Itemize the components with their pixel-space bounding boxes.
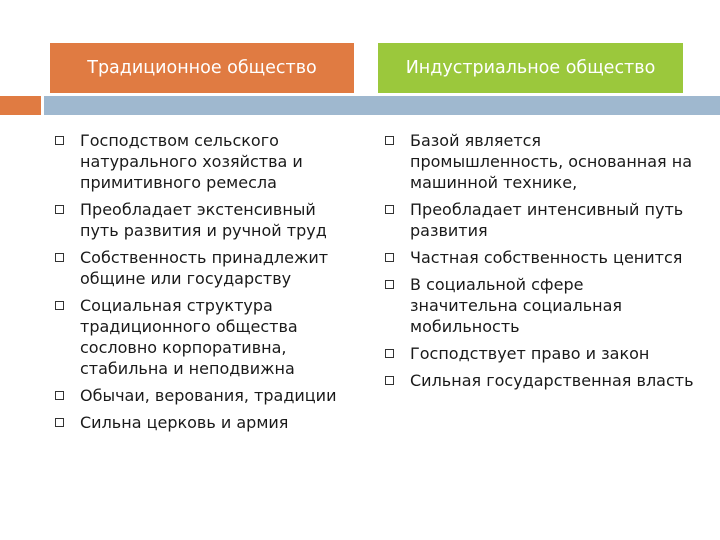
traditional-society-title: Традиционное общество <box>87 58 317 78</box>
list-item-text: Частная собственность ценится <box>410 248 683 267</box>
traditional-society-list <box>55 130 355 439</box>
traditional-society-header <box>50 43 354 93</box>
industrial-society-title: Индустриальное общество <box>405 58 656 78</box>
list-item <box>55 247 355 289</box>
checkbox-bullet-icon <box>55 391 64 400</box>
checkbox-bullet-icon <box>55 301 64 310</box>
list-item-text: В социальной сфере значительна социальная мобильность <box>410 275 623 336</box>
checkbox-bullet-icon <box>385 376 394 385</box>
list-item <box>55 199 355 241</box>
list-item <box>55 412 355 433</box>
list-item-text: Сильная государственная власть <box>410 371 694 390</box>
checkbox-bullet-icon <box>385 349 394 358</box>
list-item <box>55 130 355 193</box>
checkbox-bullet-icon <box>385 205 394 214</box>
list-item-text: Господствует право и закон <box>410 344 650 363</box>
checkbox-bullet-icon <box>55 205 64 214</box>
list-item-text: Преобладает экстенсивный путь развития и ручной труд <box>80 200 327 240</box>
checkbox-bullet-icon <box>55 418 64 427</box>
checkbox-bullet-icon <box>55 136 64 145</box>
divider-bar <box>0 96 720 115</box>
list-item <box>385 343 695 364</box>
list-item-text: Преобладает интенсивный путь развития <box>410 200 684 240</box>
list-item-text: Сильна церковь и армия <box>80 413 289 432</box>
list-item-text: Базой является промышленность, основанная на машинной технике, <box>410 131 693 192</box>
checkbox-bullet-icon <box>55 253 64 262</box>
list-item-text: Господством сельского натурального хозяйства и примитивного ремесла <box>80 131 303 192</box>
list-item <box>385 274 695 337</box>
checkbox-bullet-icon <box>385 253 394 262</box>
list-item-text: Обычаи, верования, традиции <box>80 386 337 405</box>
checkbox-bullet-icon <box>385 280 394 289</box>
industrial-society-header <box>378 43 683 93</box>
list-item-text: Социальная структура традиционного общества сословно корпоративна, стабильна и неподвижна <box>80 296 298 378</box>
divider-fill <box>44 96 720 115</box>
checkbox-bullet-icon <box>385 136 394 145</box>
list-item <box>385 130 695 193</box>
list-item <box>55 295 355 379</box>
list-item <box>385 370 695 391</box>
industrial-society-list <box>385 130 695 397</box>
list-item <box>385 247 695 268</box>
divider-accent <box>0 96 41 115</box>
list-item-text: Собственность принадлежит общине или государству <box>80 248 329 288</box>
list-item <box>55 385 355 406</box>
list-item <box>385 199 695 241</box>
